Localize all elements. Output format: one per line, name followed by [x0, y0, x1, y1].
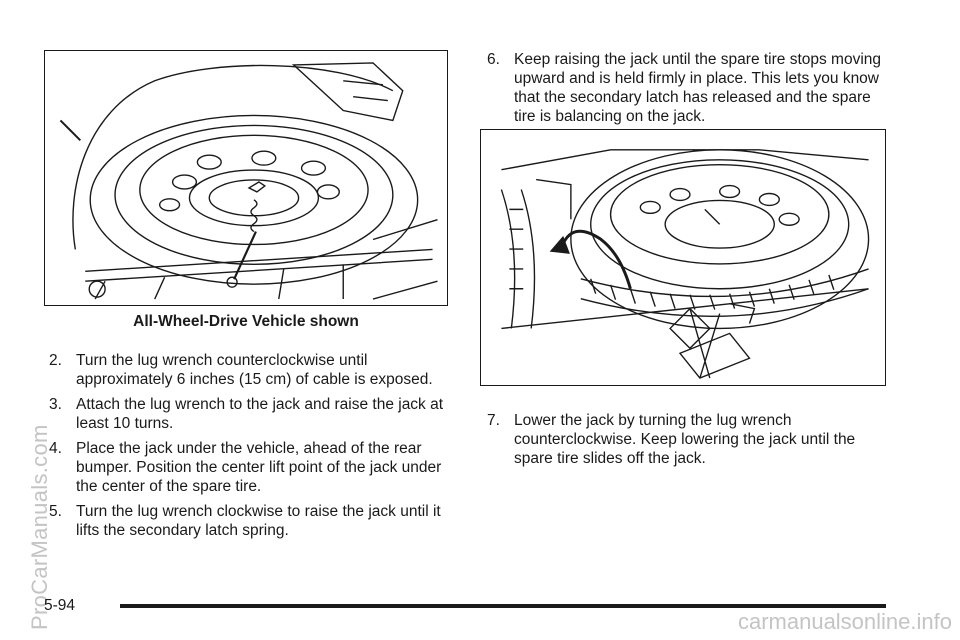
spare-tire-on-jack-figure	[480, 129, 886, 386]
step-number: 7.	[487, 412, 500, 429]
step-text: Turn the lug wrench clockwise to raise the jack until it lifts the secondary latch spring.	[76, 503, 441, 539]
list-item	[487, 411, 885, 468]
bottom-watermark: carmanualsonline.info	[737, 609, 952, 634]
list-item	[49, 439, 451, 496]
spare-tire-on-jack-illustration-icon	[481, 130, 885, 385]
step-number: 3.	[49, 396, 62, 413]
step-number: 6.	[487, 51, 500, 68]
spare-tire-underbody-illustration-icon	[45, 51, 447, 305]
step-text: Place the jack under the vehicle, ahead of the rear bumper. Position the center lift point of the jack under the center of the spare tire.	[76, 440, 442, 495]
step-text: Lower the jack by turning the lug wrench counterclockwise. Keep lowering the jack until the spare tire slides off the jack.	[514, 412, 856, 467]
instruction-steps-left	[49, 351, 451, 546]
page-number: 5-94	[44, 597, 76, 614]
side-watermark: ProCarManuals.com	[27, 424, 52, 630]
spare-tire-underbody-figure	[44, 50, 448, 306]
list-item	[49, 351, 451, 389]
step-text: Attach the lug wrench to the jack and raise the jack at least 10 turns.	[76, 396, 444, 432]
instruction-steps-right-top	[487, 50, 885, 132]
step-text: Turn the lug wrench counterclockwise until approximately 6 inches (15 cm) of cable is exposed.	[76, 352, 433, 388]
step-number: 2.	[49, 352, 62, 369]
step-text: Keep raising the jack until the spare tire stops moving upward and is held firmly in place. This lets you know that the secondary latch has released and the spare tire is balancing on the jack.	[514, 51, 882, 125]
footer-rule	[120, 604, 886, 608]
step-number: 5.	[49, 503, 62, 520]
list-item	[49, 395, 451, 433]
list-item	[487, 50, 885, 126]
figure-caption: All-Wheel-Drive Vehicle shown	[133, 313, 359, 330]
list-item	[49, 502, 451, 540]
instruction-steps-right-bottom	[487, 411, 885, 474]
step-number: 4.	[49, 440, 62, 457]
